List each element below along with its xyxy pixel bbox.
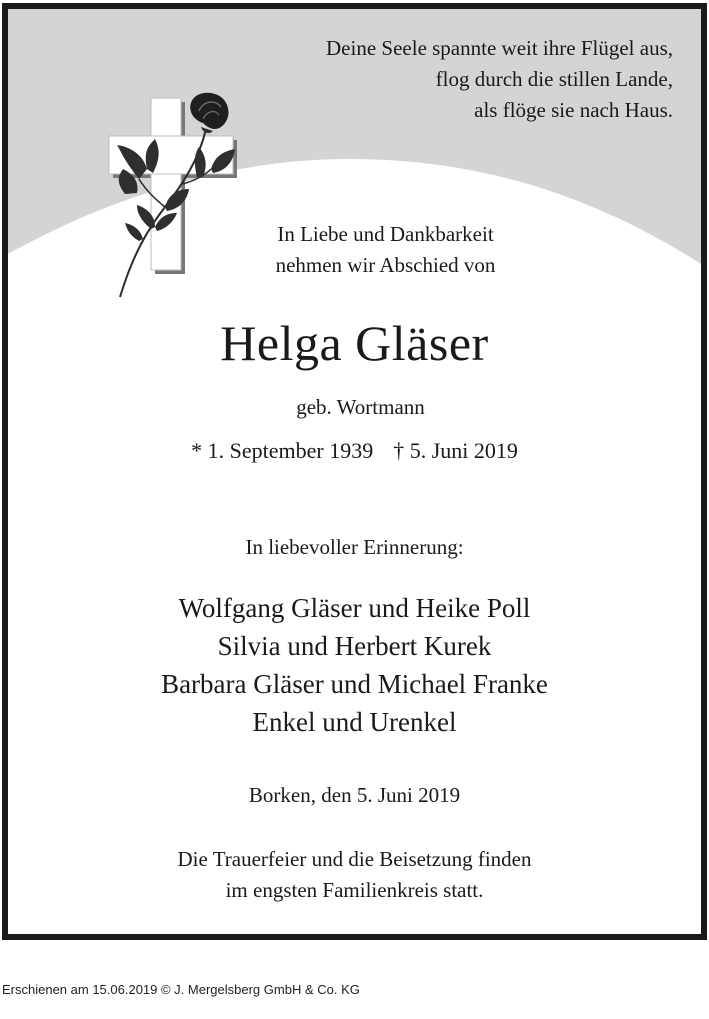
- mourner-line: Silvia und Herbert Kurek: [217, 631, 492, 661]
- life-dates: [8, 435, 701, 467]
- mourners-list: [8, 589, 701, 741]
- publication-footer: Erschienen am 15.06.2019 © J. Mergelsberg GmbH & Co. KG: [2, 982, 360, 997]
- quote-line: flog durch die stillen Lande,: [435, 67, 673, 91]
- ceremony-line: Die Trauerfeier und die Beisetzung finden: [177, 847, 532, 871]
- mourner-line: Enkel und Urenkel: [252, 707, 457, 737]
- quote-line: Deine Seele spannte weit ihre Flügel aus,: [326, 36, 673, 60]
- mourner-line: Barbara Gläser und Michael Franke: [161, 669, 548, 699]
- place-and-date: Borken, den 5. Juni 2019: [248, 783, 461, 807]
- intro-line: In Liebe und Dankbarkeit: [277, 222, 494, 246]
- quote-line: als flöge sie nach Haus.: [474, 98, 673, 122]
- quote-verse: [326, 33, 673, 126]
- death-date: † 5. Juni 2019: [393, 438, 518, 463]
- mourner-line: Wolfgang Gläser und Heike Poll: [178, 593, 531, 623]
- ceremony-line: im engsten Familienkreis statt.: [225, 878, 484, 902]
- intro-text: [8, 219, 701, 281]
- maiden-name: geb. Wortmann: [296, 395, 425, 419]
- deceased-name: Helga Gläser: [220, 315, 489, 371]
- birth-date: * 1. September 1939: [191, 438, 374, 463]
- ceremony-note: [8, 844, 701, 906]
- obituary-notice: [2, 3, 707, 940]
- intro-line: nehmen wir Abschied von: [275, 253, 496, 277]
- remembrance-heading: In liebevoller Erinnerung:: [245, 535, 464, 559]
